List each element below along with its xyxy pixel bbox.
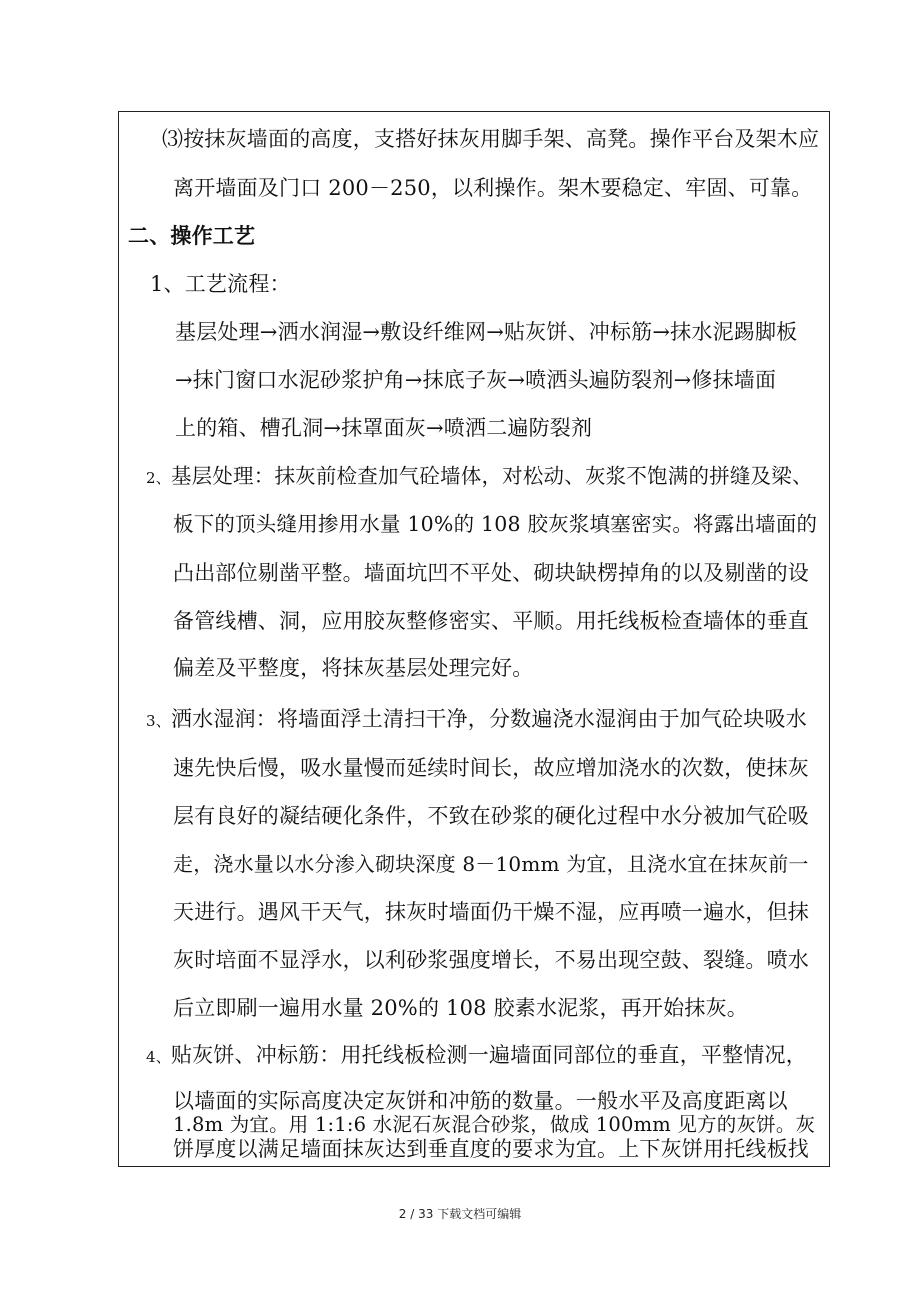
text-line: 层有良好的凝结硬化条件，不致在砂浆的硬化过程中水分被加气砼吸 (173, 804, 809, 828)
document-table-cell (118, 111, 830, 1167)
item-number: 2、 (146, 469, 171, 487)
text-line: 离开墙面及门口 200－250，以利操作。架木要稳定、牢固、可靠。 (173, 176, 813, 200)
text-line: 备管线槽、洞，应用胶灰整修密实、平顺。用托线板检查墙体的垂直 (173, 609, 809, 633)
text-line: 后立即刷一遍用水量 20%的 108 胶素水泥浆，再开始抹灰。 (173, 996, 748, 1020)
text-line: 灰时培面不显浮水，以利砂浆强度增长，不易出现空鼓、裂缝。喷水 (173, 948, 809, 972)
item-number: 4、 (146, 1048, 171, 1066)
section-heading: 二、操作工艺 (128, 224, 256, 248)
text-line: 偏差及平整度，将抹灰基层处理完好。 (173, 656, 534, 680)
text-line: 天进行。遇风干天气，抹灰时墙面仍干燥不湿，应再喷一遍水，但抹 (173, 900, 809, 924)
text-line: 板下的顶头缝用掺用水量 10%的 108 胶灰浆填塞密实。将露出墙面的 (173, 512, 818, 536)
text-line: 以墙面的实际高度决定灰饼和冲筋的数量。一般水平及高度距离以 (173, 1089, 788, 1113)
process-flow-line: 上的箱、槽孔洞→抹罩面灰→喷洒二遍防裂剂 (175, 416, 593, 440)
numbered-item-line: 4、贴灰饼、冲标筋：用托线板检测一遍墙面同部位的垂直，平整情况， (146, 1043, 807, 1067)
numbered-item-line: 3、洒水湿润：将墙面浮土清扫干净，分数遍浇水湿润由于加气砼块吸水 (146, 707, 807, 731)
page-footer: 2 / 33 下载文档可编辑 (398, 1207, 522, 1221)
text-line: 饼厚度以满足墙面抹灰达到垂直度的要求为宜。上下灰饼用托线板找 (173, 1137, 809, 1161)
subheading: 1、工艺流程： (150, 272, 291, 296)
text-line: 走，浇水量以水分渗入砌块深度 8－10mm 为宜，且浇水宜在抹灰前一 (173, 852, 809, 876)
process-flow-line: 基层处理→洒水润湿→敷设纤维网→贴灰饼、冲标筋→抹水泥踢脚板 (175, 320, 798, 344)
text-line: 凸出部位剔凿平整。墙面坑凹不平处、砌块缺楞掉角的以及剔凿的设 (173, 561, 809, 585)
item-number: 3、 (146, 712, 171, 730)
text-line: 1.8m 为宜。用 1:1:6 水泥石灰混合砂浆，做成 100mm 见方的灰饼。灰 (173, 1113, 816, 1136)
process-flow-line: →抹门窗口水泥砂浆护角→抹底子灰→喷洒头遍防裂剂→修抹墙面 (175, 368, 777, 392)
text-line: 速先快后慢，吸水量慢而延续时间长，故应增加浇水的次数，使抹灰 (173, 756, 809, 780)
text-line: ⑶按抹灰墙面的高度，支搭好抹灰用脚手架、高凳。操作平台及架木应 (162, 127, 820, 151)
numbered-item-line: 2、基层处理：抹灰前检查加气砼墙体，对松动、灰浆不饱满的拼缝及梁、 (146, 464, 813, 488)
